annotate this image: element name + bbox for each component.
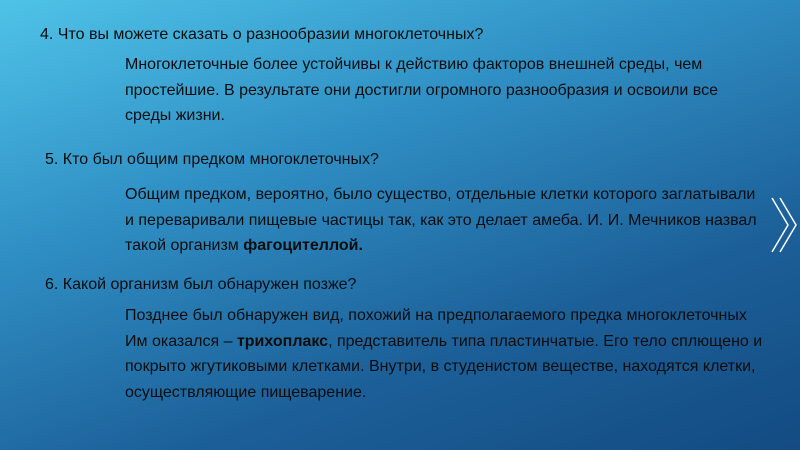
answer-6-text-1: Позднее был обнаружен вид, похожий на предполагаемого предка многоклеточных Им оказался – bbox=[125, 307, 747, 350]
answer-4: Многоклеточные более устойчивы к действию факторов внешней среды, чем простейшие. В результате они достигли огромного разнообразия и освоили все среды жизни. bbox=[125, 56, 719, 124]
answer-5-text: Общим предком, вероятно, было существо, отдельные клетки которого заглатывали и переваривали пищевые частицы так, как это делает амеба. И. И. Мечников назвал такой организм bbox=[125, 186, 757, 254]
answer-5-term: фагоцителлой. bbox=[243, 237, 363, 254]
question-6: 6. Какой организм был обнаружен позже? bbox=[45, 276, 357, 293]
question-5: 5. Кто был общим предком многоклеточных? bbox=[45, 151, 379, 168]
answer-5 bbox=[125, 182, 765, 259]
answer-6-term: трихоплакс bbox=[236, 332, 329, 350]
question-4: 4. Что вы можете сказать о разнообразии многоклеточных? bbox=[40, 26, 484, 43]
answer-6 bbox=[125, 303, 765, 405]
answer-6-text-2: , представитель типа пластинчатые. Его тело сплющено и покрыто жгутиковыми клетками. Внутри, в студенистом веществе, находятся клетки, осуществляющие пищеварение. bbox=[125, 332, 763, 401]
chevron-right-icon bbox=[760, 0, 800, 450]
